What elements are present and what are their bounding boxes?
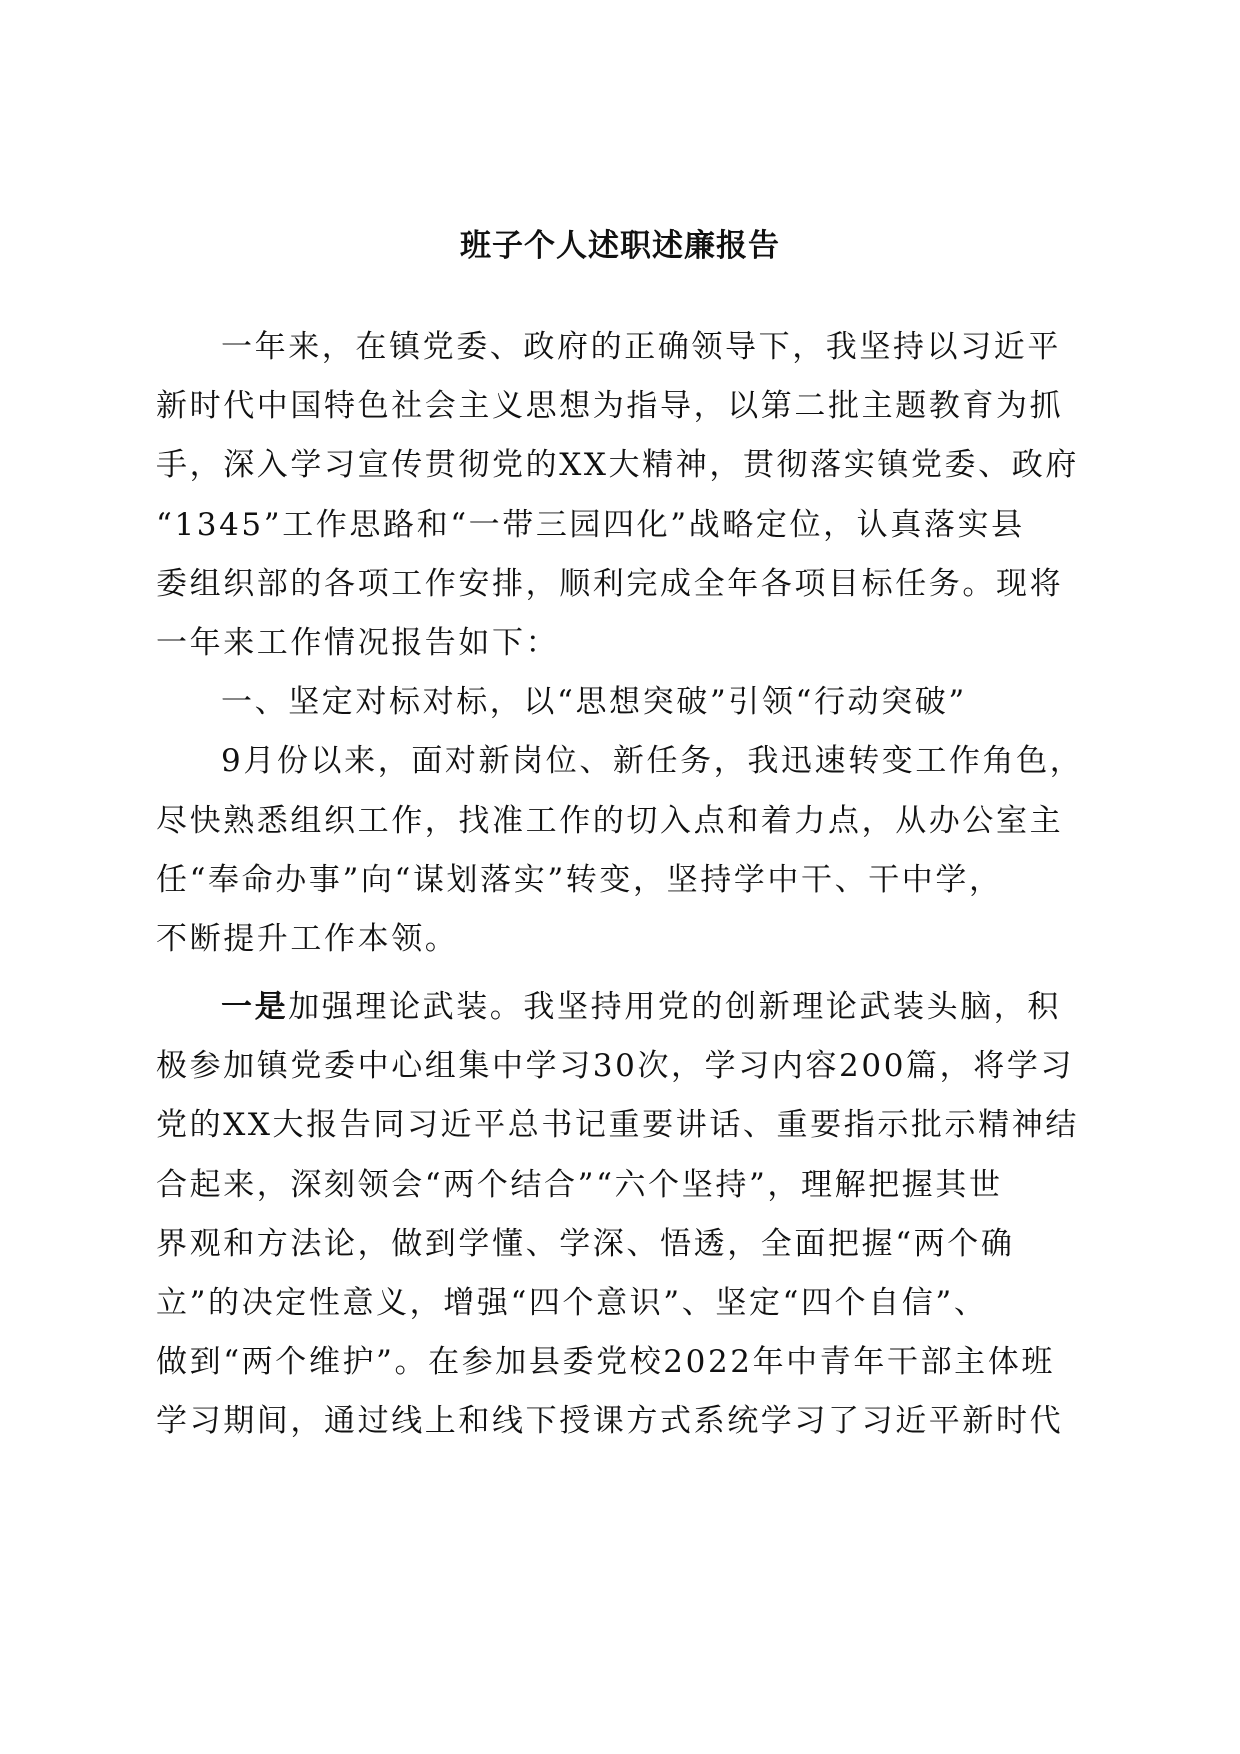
paragraph-line: “1345”工作思路和“一带三园四化”战略定位，认真落实县 <box>156 506 1025 543</box>
paragraph-line: 界观和方法论，做到学懂、学深、悟透，全面把握“两个确 <box>156 1225 1015 1262</box>
document-body <box>156 318 1084 1452</box>
paragraph-line: 委组织部的各项工作安排，顺利完成全年各项目标任务。现将 <box>156 565 1064 602</box>
paragraph-line: 做到“两个维护”。在参加县委党校2022年中青年干部主体班 <box>156 1344 1055 1381</box>
paragraph-line: 任“奉命办事”向“谋划落实”转变，坚持学中干、干中学， <box>156 861 1003 898</box>
paragraph-line: 一年来工作情况报告如下： <box>156 624 560 661</box>
paragraph-line: 新时代中国特色社会主义思想为指导，以第二批主题教育为抓 <box>156 388 1064 425</box>
paragraph-line: 立”的决定性意义，增强“四个意识”、坚定“四个自信”、 <box>156 1285 988 1321</box>
bold-lead: 一是 <box>221 989 289 1026</box>
paragraph-line: 不断提升工作本领。 <box>156 920 459 957</box>
document-title: 班子个人述职述廉报告 <box>460 228 780 264</box>
paragraph-line: 尽快熟悉组织工作，找准工作的切入点和着力点，从办公室主 <box>156 802 1064 839</box>
section-heading: 一、坚定对标对标，以“思想突破”引领“行动突破” <box>221 684 967 721</box>
paragraph-line: 9月份以来，面对新岗位、新任务，我迅速转变工作角色， <box>221 743 1084 780</box>
paragraph-line: 党的XX大报告同习近平总书记重要讲话、重要指示批示精神结 <box>156 1107 1079 1144</box>
paragraph-line: 学习期间，通过线上和线下授课方式系统学习了习近平新时代 <box>156 1403 1064 1440</box>
paragraph-line <box>156 978 1076 1037</box>
paragraph-line: 极参加镇党委中心组集中学习30次，学习内容200篇，将学习 <box>156 1048 1075 1085</box>
paragraph-text: 加强理论武装。我坚持用党的创新理论武装头脑，积 <box>288 989 1062 1026</box>
paragraph-line: 合起来，深刻领会“两个结合”“六个坚持”，理解把握其世 <box>156 1166 1003 1203</box>
paragraph-line: 手，深入学习宣传贯彻党的XX大精神，贯彻落实镇党委、政府 <box>156 447 1079 484</box>
paragraph-line: 一年来，在镇党委、政府的正确领导下，我坚持以习近平 <box>221 329 1061 365</box>
